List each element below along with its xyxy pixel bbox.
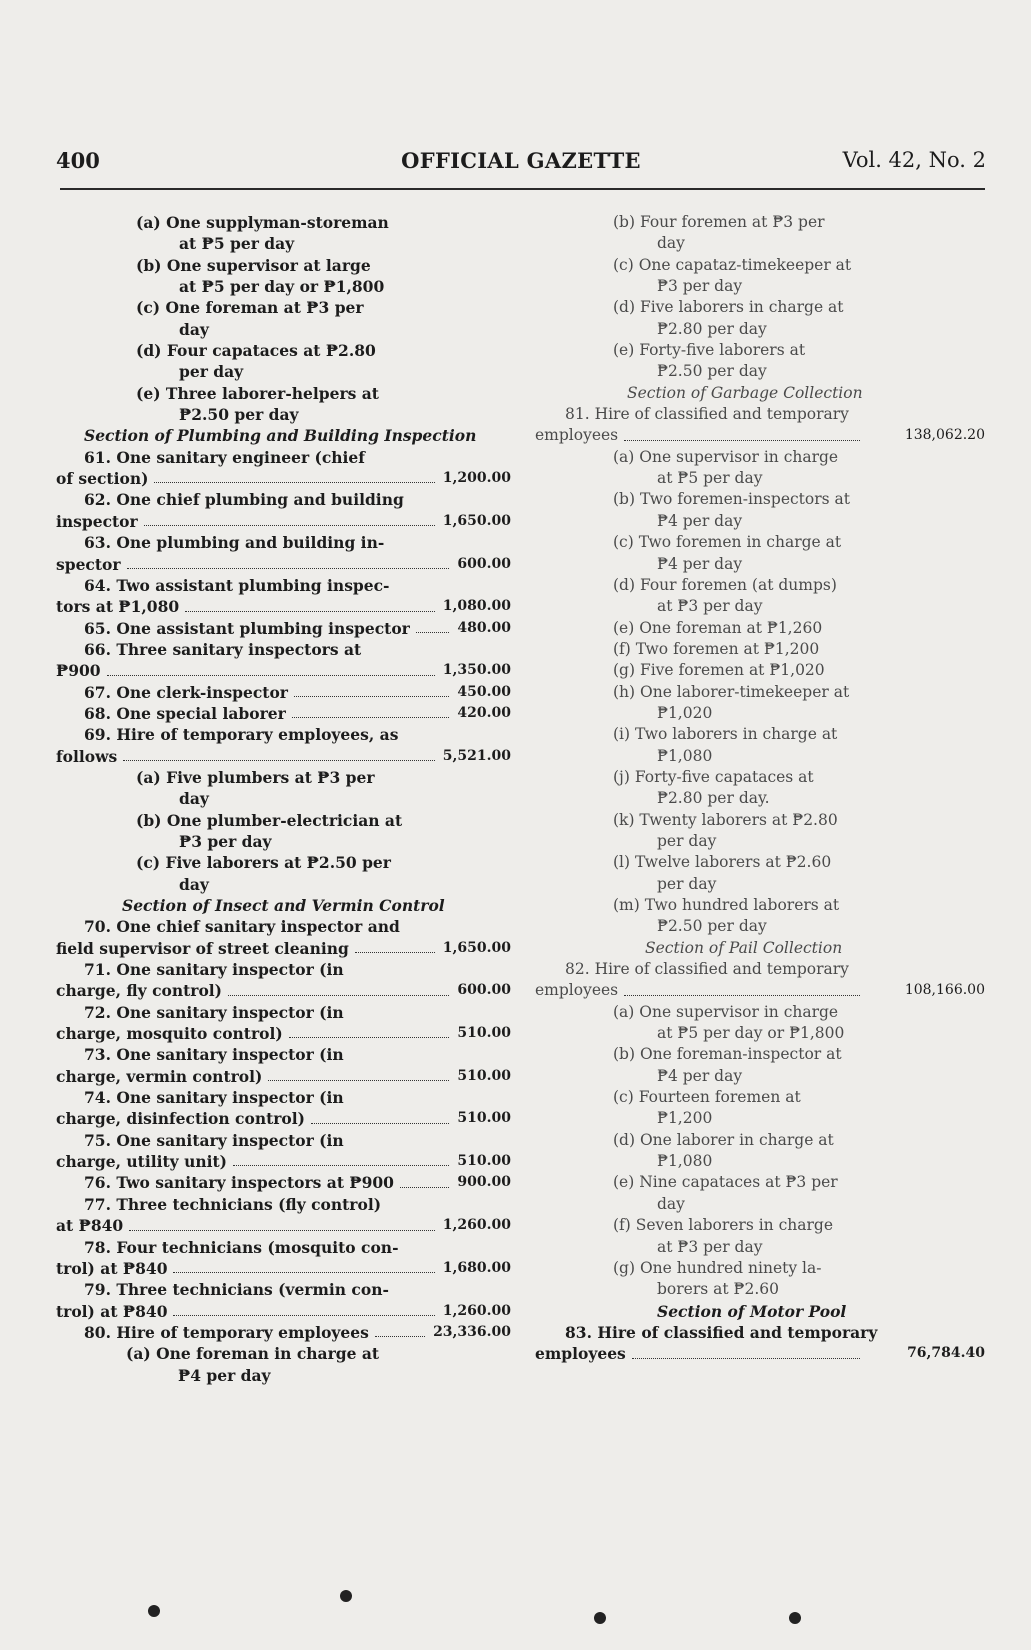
ink-spot	[594, 1612, 606, 1624]
entry-text: (b) Two foremen-inspectors at	[613, 490, 850, 509]
entry-text: (b) One plumber-electrician at	[136, 810, 403, 830]
header-rule	[60, 188, 985, 190]
entry-text: ₱3 per day	[179, 831, 272, 851]
dot-leader	[632, 1358, 860, 1359]
entry-line	[56, 447, 511, 468]
entry-line	[56, 425, 511, 446]
entry-text: 67. One clerk-inspector	[84, 682, 288, 702]
entry-text: day	[657, 234, 685, 253]
entry-text: (g) One hundred ninety la-	[613, 1258, 822, 1277]
entry-text: (j) Forty-five capataces at	[613, 767, 814, 786]
entry-text: (e) Forty-five laborers at	[613, 341, 806, 360]
entry-amount: 1,080.00	[442, 598, 511, 615]
entry-line	[535, 724, 985, 745]
entry-line-with-amount	[56, 1066, 511, 1087]
dot-leader	[294, 696, 449, 697]
entry-line	[56, 1279, 511, 1300]
dot-leader	[624, 440, 860, 441]
entry-amount: 510.00	[457, 1110, 511, 1127]
dot-leader	[228, 995, 449, 996]
entry-line	[56, 1087, 511, 1108]
entry-text: tors at ₱1,080	[56, 597, 180, 617]
dot-leader	[127, 568, 449, 569]
page-number: 400	[56, 148, 100, 173]
entry-line	[535, 255, 985, 276]
entry-text: ₱1,080	[657, 746, 713, 765]
entry-text: charge, vermin control)	[56, 1066, 263, 1086]
entry-text: day	[179, 789, 209, 809]
entry-text: ₱1,020	[657, 703, 713, 722]
entry-amount: 450.00	[457, 683, 511, 700]
entry-line	[56, 895, 511, 916]
entry-amount: 76,784.40	[907, 1345, 985, 1362]
section-heading: Section of Motor Pool	[657, 1301, 847, 1321]
entry-text: 62. One chief plumbing and building	[84, 490, 404, 510]
entry-line	[56, 1237, 511, 1258]
entry-text: borers at ₱2.60	[657, 1280, 779, 1299]
entry-text: 81. Hire of classified and temporary	[565, 405, 849, 424]
entry-line	[56, 1194, 511, 1215]
entry-line	[56, 1130, 511, 1151]
dot-leader	[355, 952, 435, 953]
ink-spot	[340, 1590, 352, 1602]
entry-line	[56, 319, 511, 340]
entry-line	[535, 874, 985, 895]
entry-line	[535, 575, 985, 596]
entry-amount: 1,650.00	[442, 512, 511, 529]
entry-text: 78. Four technicians (mosquito con-	[84, 1237, 399, 1257]
entry-line	[535, 1023, 985, 1044]
entry-text: (d) Four capataces at ₱2.80	[136, 341, 376, 361]
entry-line	[535, 489, 985, 510]
entry-line-with-amount	[56, 938, 511, 959]
entry-text: (c) Five laborers at ₱2.50 per	[136, 853, 391, 873]
entry-text: 77. Three technicians (fly control)	[84, 1194, 382, 1214]
entry-amount: 600.00	[457, 982, 511, 999]
entry-text: (d) One laborer in charge at	[613, 1130, 834, 1149]
dot-leader	[173, 1272, 435, 1273]
entry-text: employees	[535, 1344, 626, 1364]
entry-line-with-amount	[56, 980, 511, 1001]
entry-line-with-amount	[56, 682, 511, 703]
entry-text: (e) Three laborer-helpers at	[136, 383, 379, 403]
entry-line	[56, 1002, 511, 1023]
entry-line-with-amount	[535, 425, 985, 446]
entry-line	[56, 831, 511, 852]
entry-line	[56, 212, 511, 233]
entry-line	[56, 383, 511, 404]
dot-leader	[624, 995, 860, 996]
entry-text: at ₱5 per day	[657, 469, 763, 488]
entry-text: (a) One supervisor in charge	[613, 1002, 839, 1021]
entry-text: (a) One supplyman-storeman	[136, 213, 389, 232]
entry-line	[535, 596, 985, 617]
entry-line	[56, 340, 511, 361]
entry-text: ₱2.50 per day	[657, 362, 767, 381]
entry-text: (l) Twelve laborers at ₱2.60	[613, 853, 832, 872]
entry-text: (c) One foreman at ₱3 per	[136, 298, 364, 318]
volume-issue: Vol. 42, No. 2	[842, 148, 986, 172]
entry-text: at ₱5 per day	[179, 234, 295, 254]
entry-text: charge, utility unit)	[56, 1152, 227, 1172]
entry-text: (b) One foreman-inspector at	[613, 1045, 842, 1064]
entry-amount: 510.00	[457, 1153, 511, 1170]
entry-amount: 1,260.00	[442, 1217, 511, 1234]
entry-line-with-amount	[56, 1215, 511, 1236]
entry-line	[535, 1130, 985, 1151]
dot-leader	[289, 1037, 449, 1038]
entry-line	[535, 554, 985, 575]
dot-leader	[144, 525, 435, 526]
entry-line	[56, 361, 511, 382]
entry-line	[56, 916, 511, 937]
entry-line	[56, 1343, 511, 1364]
entry-text: (m) Two hundred laborers at	[613, 896, 840, 914]
entry-text: (c) Fourteen foremen at	[613, 1088, 801, 1107]
entry-amount: 1,260.00	[442, 1302, 511, 1319]
entry-line	[535, 532, 985, 553]
entry-text: trol) at ₱840	[56, 1258, 168, 1278]
entry-text: 71. One sanitary inspector (in	[84, 960, 344, 980]
entry-line	[56, 724, 511, 745]
entry-line	[535, 297, 985, 318]
entry-line	[56, 276, 511, 297]
entry-text: at ₱3 per day	[657, 1237, 763, 1256]
entry-text: (b) Four foremen at ₱3 per	[613, 213, 825, 231]
entry-line	[535, 767, 985, 788]
entry-text: employees	[535, 426, 619, 445]
entry-line	[56, 255, 511, 276]
entry-text: 76. Two sanitary inspectors at ₱900	[84, 1173, 394, 1193]
entry-amount: 510.00	[457, 1067, 511, 1084]
entry-line	[535, 276, 985, 297]
entry-line-with-amount	[56, 554, 511, 575]
entry-text: (b) One supervisor at large	[136, 255, 371, 275]
entry-text: 72. One sanitary inspector (in	[84, 1002, 344, 1022]
entry-line	[535, 319, 985, 340]
entry-line-with-amount	[56, 468, 511, 489]
entry-text: ₱4 per day	[178, 1365, 271, 1385]
entry-text: 70. One chief sanitary inspector and	[84, 917, 400, 937]
entry-line	[535, 746, 985, 767]
entry-line	[535, 1108, 985, 1129]
entry-line-with-amount	[56, 511, 511, 532]
entry-amount: 900.00	[457, 1174, 511, 1191]
entry-line	[535, 404, 985, 425]
entry-text: (d) Four foremen (at dumps)	[613, 575, 837, 594]
entry-text: follows	[56, 746, 118, 766]
entry-line-with-amount	[56, 596, 511, 617]
entry-text: (g) Five foremen at ₱1,020	[613, 661, 825, 680]
dot-leader	[154, 482, 435, 483]
entry-text: 73. One sanitary inspector (in	[84, 1045, 344, 1065]
entry-text: at ₱3 per day	[657, 597, 763, 616]
dot-leader	[292, 717, 449, 718]
dot-leader	[268, 1080, 449, 1081]
entry-text: 64. Two assistant plumbing inspec-	[84, 575, 390, 595]
entry-line	[56, 874, 511, 895]
entry-line	[56, 959, 511, 980]
entry-line	[535, 361, 985, 382]
entry-text: of section)	[56, 469, 149, 489]
entry-text: 80. Hire of temporary employees	[84, 1322, 369, 1342]
entry-line	[535, 1194, 985, 1215]
entry-text: (a) One supervisor in charge	[613, 447, 839, 466]
entry-text: (c) One capataz-timekeeper at	[613, 255, 852, 274]
entry-text: 69. Hire of temporary employees, as	[84, 725, 399, 745]
section-heading: Section of Pail Collection	[645, 938, 843, 957]
entry-text: inspector	[56, 511, 138, 531]
entry-line	[56, 788, 511, 809]
entry-text: (c) Two foremen in charge at	[613, 533, 842, 552]
entry-text: ₱900	[56, 661, 101, 681]
entry-line	[535, 682, 985, 703]
dot-leader	[123, 760, 435, 761]
entry-text: ₱4 per day	[657, 511, 743, 530]
entry-text: day	[179, 319, 209, 339]
entry-text: (a) One foreman in charge at	[126, 1344, 380, 1364]
entry-line-with-amount	[56, 1322, 511, 1343]
section-heading: Section of Plumbing and Building Inspection	[84, 426, 477, 446]
entry-text: at ₱5 per day or ₱1,800	[179, 277, 385, 297]
entry-line	[535, 852, 985, 873]
entry-text: per day	[179, 362, 244, 382]
entry-line	[535, 660, 985, 681]
entry-amount: 1,350.00	[442, 662, 511, 679]
right-column	[535, 212, 985, 1365]
entry-line	[56, 639, 511, 660]
entry-text: ₱4 per day	[657, 554, 743, 573]
entry-line	[56, 852, 511, 873]
entry-amount: 1,650.00	[442, 939, 511, 956]
entry-line	[535, 1258, 985, 1279]
entry-text: ₱1,080	[657, 1152, 713, 1171]
entry-amount: 23,336.00	[433, 1323, 511, 1340]
entry-line	[535, 1002, 985, 1023]
dot-leader	[375, 1336, 425, 1337]
entry-line	[535, 1087, 985, 1108]
entry-amount: 510.00	[457, 1025, 511, 1042]
entry-text: ₱2.50 per day	[179, 405, 299, 425]
entry-line	[535, 788, 985, 809]
entry-line	[535, 511, 985, 532]
entry-text: 61. One sanitary engineer (chief	[84, 447, 365, 467]
dot-leader	[185, 611, 435, 612]
entry-line	[56, 532, 511, 553]
entry-line	[56, 767, 511, 788]
entry-line	[535, 1151, 985, 1172]
entry-line	[535, 383, 985, 404]
entry-amount: 420.00	[457, 704, 511, 721]
entry-text: at ₱5 per day or ₱1,800	[657, 1024, 845, 1043]
entry-line-with-amount	[535, 980, 985, 1001]
section-heading: Section of Garbage Collection	[627, 383, 863, 402]
entry-text: 63. One plumbing and building in-	[84, 533, 385, 553]
entry-amount: 1,200.00	[442, 470, 511, 487]
entry-line	[56, 233, 511, 254]
entry-text: per day	[657, 874, 717, 893]
entry-text: employees	[535, 981, 619, 1000]
entry-line	[535, 1066, 985, 1087]
entry-text: 66. Three sanitary inspectors at	[84, 639, 362, 659]
entry-line-with-amount	[56, 1301, 511, 1322]
entry-line	[535, 916, 985, 937]
entry-text: ₱2.50 per day	[657, 917, 767, 936]
entry-line	[535, 959, 985, 980]
entry-line-with-amount	[56, 660, 511, 681]
entry-text: ₱4 per day	[657, 1066, 743, 1085]
entry-line	[535, 639, 985, 660]
entry-line-with-amount	[56, 1023, 511, 1044]
entry-line-with-amount	[56, 1258, 511, 1279]
entry-line	[535, 212, 985, 233]
entry-line	[56, 575, 511, 596]
entry-text: field supervisor of street cleaning	[56, 938, 349, 958]
ink-spot	[148, 1605, 160, 1617]
publication-title: OFFICIAL GAZETTE	[401, 148, 641, 173]
entry-line	[535, 1322, 985, 1343]
entry-text: charge, disinfection control)	[56, 1109, 305, 1129]
entry-line-with-amount	[56, 1172, 511, 1193]
dot-leader	[107, 675, 435, 676]
entry-line	[535, 447, 985, 468]
entry-text: at ₱840	[56, 1216, 124, 1236]
dot-leader	[400, 1187, 449, 1188]
entry-text: 79. Three technicians (vermin con-	[84, 1280, 389, 1300]
dot-leader	[173, 1315, 435, 1316]
entry-text: ₱2.80 per day	[657, 319, 767, 338]
entry-line	[56, 297, 511, 318]
entry-amount: 600.00	[457, 555, 511, 572]
entry-line	[535, 1044, 985, 1065]
entry-text: 82. Hire of classified and temporary	[565, 960, 849, 979]
entry-line-with-amount	[535, 1343, 985, 1364]
entry-line-with-amount	[56, 1151, 511, 1172]
entry-line	[56, 404, 511, 425]
entry-line-with-amount	[56, 703, 511, 724]
entry-text: trol) at ₱840	[56, 1301, 168, 1321]
entry-text: (k) Twenty laborers at ₱2.80	[613, 810, 838, 829]
entry-line	[535, 1215, 985, 1236]
entry-amount: 480.00	[457, 619, 511, 636]
entry-amount: 1,680.00	[442, 1259, 511, 1276]
entry-text: 68. One special laborer	[84, 703, 286, 723]
entry-text: day	[657, 1194, 685, 1213]
entry-text: (d) Five laborers in charge at	[613, 298, 844, 317]
entry-line	[535, 340, 985, 361]
entry-text: (i) Two laborers in charge at	[613, 725, 838, 744]
dot-leader	[311, 1123, 449, 1124]
entry-line	[56, 810, 511, 831]
entry-text: ₱1,200	[657, 1109, 713, 1128]
entry-text: (f) Two foremen at ₱1,200	[613, 639, 820, 658]
entry-text: 75. One sanitary inspector (in	[84, 1130, 344, 1150]
entry-line	[535, 618, 985, 639]
entry-line	[56, 489, 511, 510]
section-heading: Section of Insect and Vermin Control	[122, 896, 445, 915]
dot-leader	[233, 1165, 449, 1166]
entry-text: day	[179, 874, 209, 894]
entry-text: charge, fly control)	[56, 981, 223, 1001]
entry-text: spector	[56, 554, 121, 574]
entry-amount: 108,166.00	[904, 982, 985, 999]
entry-text: charge, mosquito control)	[56, 1024, 283, 1044]
page-header	[56, 148, 986, 188]
entry-line	[535, 1279, 985, 1300]
left-column	[56, 212, 511, 1386]
entry-line	[535, 703, 985, 724]
entry-line-with-amount	[56, 618, 511, 639]
entry-line	[535, 831, 985, 852]
entry-text: (a) Five plumbers at ₱3 per	[136, 767, 375, 787]
entry-line	[535, 895, 985, 916]
entry-line-with-amount	[56, 1108, 511, 1129]
entry-text: 83. Hire of classified and temporary	[565, 1322, 878, 1342]
entry-text: ₱3 per day	[657, 277, 743, 296]
entry-text: 65. One assistant plumbing inspector	[84, 618, 410, 638]
entry-text: per day	[657, 831, 717, 850]
dot-leader	[129, 1230, 435, 1231]
entry-text: (e) Nine capataces at ₱3 per	[613, 1173, 838, 1192]
ink-spot	[789, 1612, 801, 1624]
entry-amount: 5,521.00	[442, 747, 511, 764]
entry-text: (e) One foreman at ₱1,260	[613, 618, 823, 637]
entry-line	[535, 810, 985, 831]
dot-leader	[416, 632, 449, 633]
entry-text: (f) Seven laborers in charge	[613, 1216, 833, 1235]
entry-line	[535, 233, 985, 254]
entry-text: (h) One laborer-timekeeper at	[613, 682, 850, 701]
entry-line	[535, 938, 985, 959]
entry-line-with-amount	[56, 746, 511, 767]
entry-line	[56, 1044, 511, 1065]
entry-amount: 138,062.20	[904, 427, 985, 444]
entry-text: 74. One sanitary inspector (in	[84, 1088, 344, 1108]
entry-line	[535, 468, 985, 489]
entry-line	[535, 1172, 985, 1193]
entry-line	[535, 1237, 985, 1258]
entry-text: ₱2.80 per day.	[657, 789, 770, 808]
entry-line	[56, 1365, 511, 1386]
entry-line	[535, 1301, 985, 1322]
